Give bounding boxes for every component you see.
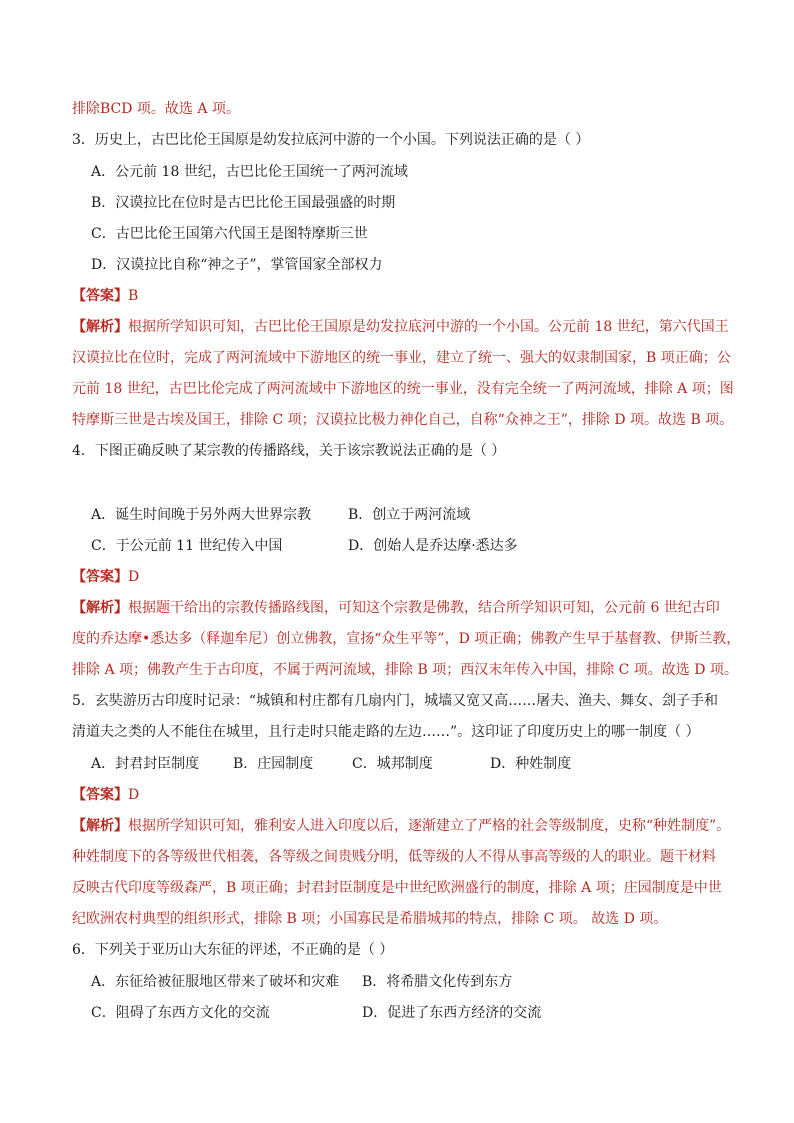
question-5-answer <box>72 785 139 805</box>
question-5-option-a: A．封君封臣制度 <box>91 756 200 772</box>
question-4-option-a: A．诞生时间晚于另外两大世界宗教 <box>91 507 312 523</box>
question-4-option-c: C．于公元前 11 世纪传入中国 <box>91 538 283 554</box>
question-3-analysis-line-3: 元前 18 世纪，古巴比伦完成了两河流域中下游地区的统一事业，没有完全统一了两河流域，排除 A 项；图 <box>72 381 734 397</box>
question-6-option-b: B．将希腊文化传到东方 <box>362 974 513 990</box>
question-3-stem: 3．历史上，古巴比伦王国原是幼发拉底河中游的一个小国。下列说法正确的是（ ） <box>72 132 590 148</box>
question-6-stem: 6．下列关于亚历山大东征的评述，不正确的是（ ） <box>72 942 394 958</box>
question-3-analysis-line-1: 【解析】根据所学知识可知，古巴比伦王国原是幼发拉底河中游的一个小国。公元前 18 世纪，第六代国王 <box>72 319 729 335</box>
question-4-stem: 4．下图正确反映了某宗教的传播路线，关于该宗教说法正确的是（ ） <box>72 443 506 459</box>
answer-label: 【答案】 <box>72 787 128 803</box>
question-4-option-b: B．创立于两河流域 <box>348 507 471 523</box>
analysis-label: 【解析】 <box>72 818 128 834</box>
question-5-analysis-line-4: 纪欧洲农村典型的组织形式，排除 B 项；小国寡民是希腊城邦的特点，排除 C 项。 故选 D 项。 <box>72 911 668 927</box>
question-4-analysis-line-1: 【解析】根据题干给出的宗教传播路线图，可知这个宗教是佛教，结合所学知识可知，公元前 6 世纪古印 <box>72 600 720 616</box>
question-3-option-d: D．汉谟拉比自称“神之子”，掌管国家全部权力 <box>91 257 383 273</box>
answer-value: D <box>128 569 140 585</box>
answer-label: 【答案】 <box>72 569 128 585</box>
question-3-option-a: A．公元前 18 世纪，古巴比伦王国统一了两河流域 <box>91 164 408 180</box>
analysis-label: 【解析】 <box>72 600 128 616</box>
question-4-option-d: D．创始人是乔达摩·悉达多 <box>348 538 518 554</box>
question-3-analysis-line-4: 特摩斯三世是古埃及国王，排除 C 项；汉谟拉比极力神化自己，自称“众神之王”，排除 D 项。故选 B 项。 <box>72 412 734 428</box>
question-5-analysis-line-2: 种姓制度下的各等级世代相袭，各等级之间贵贱分明，低等级的人不得从事高等级的人的职业。题干材料 <box>72 849 716 865</box>
question-6-option-a: A．东征给被征服地区带来了破坏和灾难 <box>91 974 340 990</box>
question-4-answer <box>72 567 139 587</box>
question-6-option-d: D．促进了东西方经济的交流 <box>362 1005 542 1021</box>
question-5-analysis-line-3: 反映古代印度等级森严，B 项正确；封君封臣制度是中世纪欧洲盛行的制度，排除 A 项；庄园制度是中世 <box>72 880 722 896</box>
answer-value: B <box>128 288 139 304</box>
previous-answer-tail: 排除BCD 项。故选 A 项。 <box>72 101 240 117</box>
question-6-option-c: C．阻碍了东西方文化的交流 <box>91 1005 270 1021</box>
analysis-label: 【解析】 <box>72 319 128 335</box>
question-5-analysis-line-1: 【解析】根据所学知识可知，雅利安人进入印度以后，逐渐建立了严格的社会等级制度，史称“种姓制度”。 <box>72 818 731 834</box>
question-5-stem-line-2: 清道夫之类的人不能住在城里，且行走时只能走路的左边……”。这印证了印度历史上的哪一制度（ ） <box>72 724 700 740</box>
question-4-analysis-line-3: 排除 A 项；佛教产生于古印度，不属于两河流域，排除 B 项；西汉末年传入中国，排除 C 项。故选 D 项。 <box>72 662 738 678</box>
answer-label: 【答案】 <box>72 288 128 304</box>
question-3-answer <box>72 286 138 306</box>
question-3-analysis-line-2: 汉谟拉比在位时，完成了两河流域中下游地区的统一事业，建立了统一、强大的奴隶制国家，B 项正确；公 <box>72 350 731 366</box>
answer-value: D <box>128 787 140 803</box>
question-5-stem-line-1: 5．玄奘游历古印度时记录：“城镇和村庄都有几扇内门，城墙又宽又高……屠夫、渔夫、舞女、刽子手和 <box>72 693 719 709</box>
question-5-option-d: D．种姓制度 <box>490 756 572 772</box>
question-3-option-c: C．古巴比伦王国第六代国王是图特摩斯三世 <box>91 226 368 242</box>
question-5-option-b: B．庄园制度 <box>233 756 314 772</box>
question-4-analysis-line-2: 度的乔达摩•悉达多（释迦牟尼）创立佛教，宣扬“众生平等”，D 项正确；佛教产生早于基督教、伊斯兰教， <box>72 631 741 647</box>
question-3-option-b: B．汉谟拉比在位时是古巴比伦王国最强盛的时期 <box>91 195 396 211</box>
question-5-option-c: C．城邦制度 <box>352 756 433 772</box>
